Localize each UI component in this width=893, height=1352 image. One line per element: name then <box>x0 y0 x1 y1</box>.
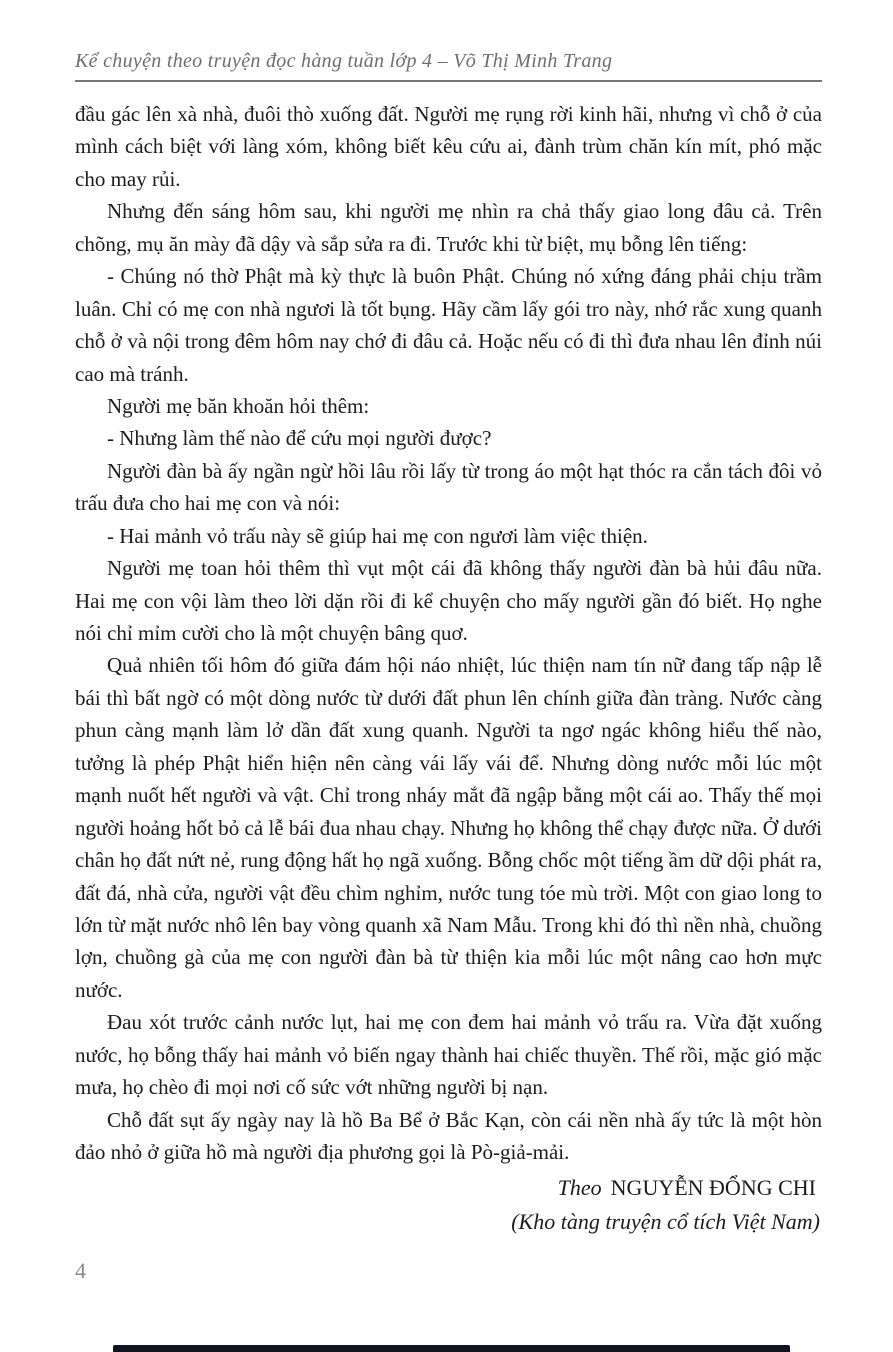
attribution-source: (Kho tàng truyện cổ tích Việt Nam) <box>511 1209 820 1235</box>
paragraph: Người mẹ băn khoăn hỏi thêm: <box>107 393 370 418</box>
paragraph: Người đàn bà ấy ngần ngừ hồi lâu rồi lấy từ trong áo một hạt thóc ra cắn tách đôi vỏ trấu đưa cho hai mẹ con và nói: <box>75 458 822 516</box>
dialogue-paragraph: - Nhưng làm thế nào để cứu mọi người được? <box>107 426 492 451</box>
page-number: 4 <box>75 1258 86 1283</box>
header-rule <box>75 80 822 82</box>
dialogue-paragraph: - Chúng nó thờ Phật mà kỳ thực là buôn Phật. Chúng nó xứng đáng phải chịu trầm luân. Chỉ có mẹ con nhà ngươi là tốt bụng. Hãy cầm lấy gói tro này, nhớ rắc xung quanh chỗ ở và nội trong đêm hôm nay chớ đi đâu cả. Hoặc nếu có đi thì đưa nhau lên đỉnh núi cao mà tránh. <box>75 264 822 386</box>
dialogue-paragraph: - Hai mảnh vỏ trấu này sẽ giúp hai mẹ con ngươi làm việc thiện. <box>107 523 648 548</box>
attribution-author: NGUYỄN ĐỔNG CHI <box>610 1175 816 1201</box>
attribution-prefix: Theo <box>557 1175 602 1201</box>
paragraph: Nhưng đến sáng hôm sau, khi người mẹ nhìn ra chả thấy giao long đâu cả. Trên chõng, mụ ăn mày đã dậy và sắp sửa ra đi. Trước khi từ biệt, mụ bỗng lên tiếng: <box>75 199 822 256</box>
paragraph: Chỗ đất sụt ấy ngày nay là hồ Ba Bể ở Bắc Kạn, còn cái nền nhà ấy tức là một hòn đảo nhỏ ở giữa hồ mà người địa phương gọi là Pò-giả-mải. <box>75 1107 822 1164</box>
bottom-bar <box>113 1345 790 1352</box>
page-content <box>75 50 822 1239</box>
attribution-author-line <box>75 1171 822 1205</box>
running-header: Kể chuyện theo truyện đọc hàng tuần lớp 4 – Võ Thị Minh Trang <box>75 50 613 72</box>
paragraph: đầu gác lên xà nhà, đuôi thò xuống đất. Người mẹ rụng rời kinh hãi, nhưng vì chỗ ở của mình cách biệt với làng xóm, không biết kêu cứu ai, đành trùm chăn kín mít, phó mặc cho may rủi. <box>75 102 822 191</box>
paragraph: Đau xót trước cảnh nước lụt, hai mẹ con đem hai mảnh vỏ trấu ra. Vừa đặt xuống nước, họ bỗng thấy hai mảnh vỏ biến ngay thành hai chiếc thuyền. Thế rồi, mặc gió mặc mưa, họ chèo đi mọi nơi cố sức vớt những người bị nạn. <box>75 1010 822 1100</box>
story-body <box>75 98 822 1239</box>
paragraph: Người mẹ toan hỏi thêm thì vụt một cái đã không thấy người đàn bà hủi đâu nữa. Hai mẹ con vội làm theo lời dặn rồi đi kể chuyện cho mấy người gần đó biết. Họ nghe nói chỉ mỉm cười cho là một chuyện bâng quơ. <box>75 556 822 645</box>
paragraph: Quả nhiên tối hôm đó giữa đám hội náo nhiệt, lúc thiện nam tín nữ đang tấp nập lễ bái thì bất ngờ có một dòng nước từ dưới đất phun lên chính giữa đàn tràng. Nước càng phun càng mạnh làm lở dần đất xung quanh. Người ta ngơ ngác không hiểu thế nào, tưởng là phép Phật hiển hiện nên càng vái lấy vái để. Nhưng dòng nước mỗi lúc một mạnh nuốt hết người và vật. Chỉ trong nháy mắt đã ngập bằng một cái ao. Thấy thế mọi người hoảng hốt bỏ cả lễ bái đua nhau chạy. Nhưng họ không thể chạy được nữa. Ở dưới chân họ đất nứt nẻ, rung động hất họ ngã xuống. Bỗng chốc một tiếng ầm dữ dội phát ra, đất đá, nhà cửa, người vật đều chìm nghỉm, nước tung tóe mù trời. Một con giao long to lớn từ mặt nước nhô lên bay vòng quanh xã Nam Mẫu. Trong khi đó thì nền nhà, chuồng lợn, chuồng gà của mẹ con người đàn bà từ thiện kia mỗi lúc một nâng cao hơn mực nước. <box>75 653 822 1002</box>
